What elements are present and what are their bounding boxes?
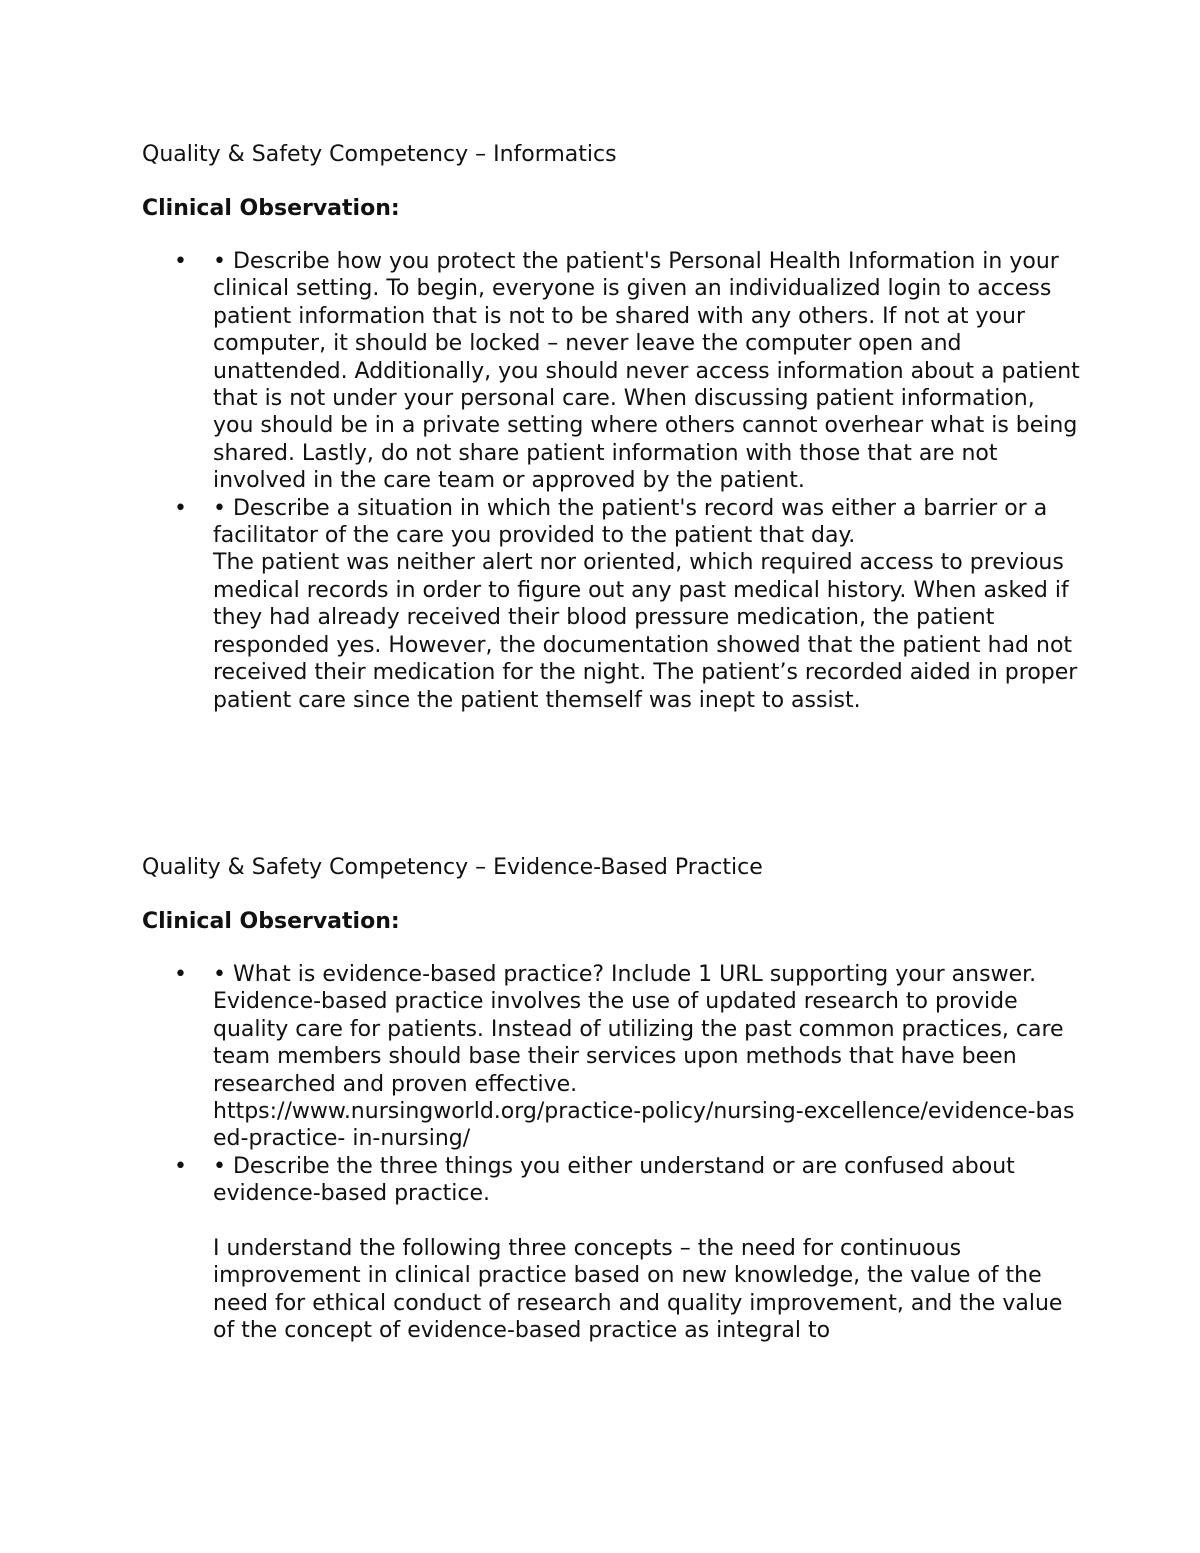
evidence-based-practice-section [142, 853, 1082, 1345]
item-answer: The patient was neither alert nor oriented, which required access to previous medical records in order to figure out any past medical history. When asked if they had already received their blood pressure medication, the patient responded yes. However, the documentation showed that the patient had not received their medication for the night. The patient’s recorded aided in proper patient care since the patient themself was inept to assist. [213, 550, 1085, 713]
item-answer: Evidence-based practice involves the use of updated research to provide quality care for patients. Instead of utilizing the past common practices, care team members should base their services upon methods that have been researched and proven effective. [213, 989, 1071, 1097]
bullet-icon: • [174, 962, 187, 987]
section-title: Quality & Safety Competency – Informatics [142, 142, 617, 167]
bullet-list [142, 248, 1085, 714]
item-prompt: • What is evidence-based practice? Include 1 URL supporting your answer. [213, 962, 1037, 987]
bullet-icon: • [174, 1153, 187, 1179]
list-item [142, 1153, 1082, 1345]
item-answer: To begin, everyone is given an individualized login to access patient information that is not to be shared with any others. If not at your computer, it should be locked – never leave the computer open and unattended. Additionally, you should never access information about a patient that is not under your personal care. When discussing patient information, you should be in a private setting where others cannot overhear what is being shared. Lastly, do not share patient information with those that are not involved in the care team or approved by the patient. [213, 276, 1080, 494]
section-title: Quality & Safety Competency – Evidence-Based Practice [142, 855, 763, 880]
item-prompt: • Describe how you protect the patient's Personal Health Information in your clinical setting. [213, 249, 1059, 302]
item-prompt: • Describe a situation in which the patient's record was either a barrier or a facilitator of the care you provided to the patient that day. [213, 495, 1055, 549]
informatics-section [142, 140, 1085, 714]
list-item [142, 961, 1082, 1153]
section-subheading: Clinical Observation: [142, 196, 400, 221]
item-answer: I understand the following three concepts – the need for continuous improvement in clinical practice based on new knowledge, the value of the need for ethical conduct of research and quality improvement, and the value of the concept of evidence-based practice as integral to [213, 1236, 1070, 1344]
item-prompt: • Describe the three things you either understand or are confused about evidence-based practice. [213, 1153, 1022, 1207]
list-item [142, 495, 1085, 714]
section-subheading: Clinical Observation: [142, 909, 400, 934]
bullet-icon: • [174, 249, 187, 274]
reference-url: https://www.nursingworld.org/practice-policy/nursing-excellence/evidence-based-practice- in-nursing/ [213, 1099, 1075, 1152]
bullet-list [142, 961, 1082, 1345]
paragraph-gap [213, 1208, 1082, 1235]
list-item [142, 248, 1082, 495]
bullet-icon: • [174, 495, 187, 521]
